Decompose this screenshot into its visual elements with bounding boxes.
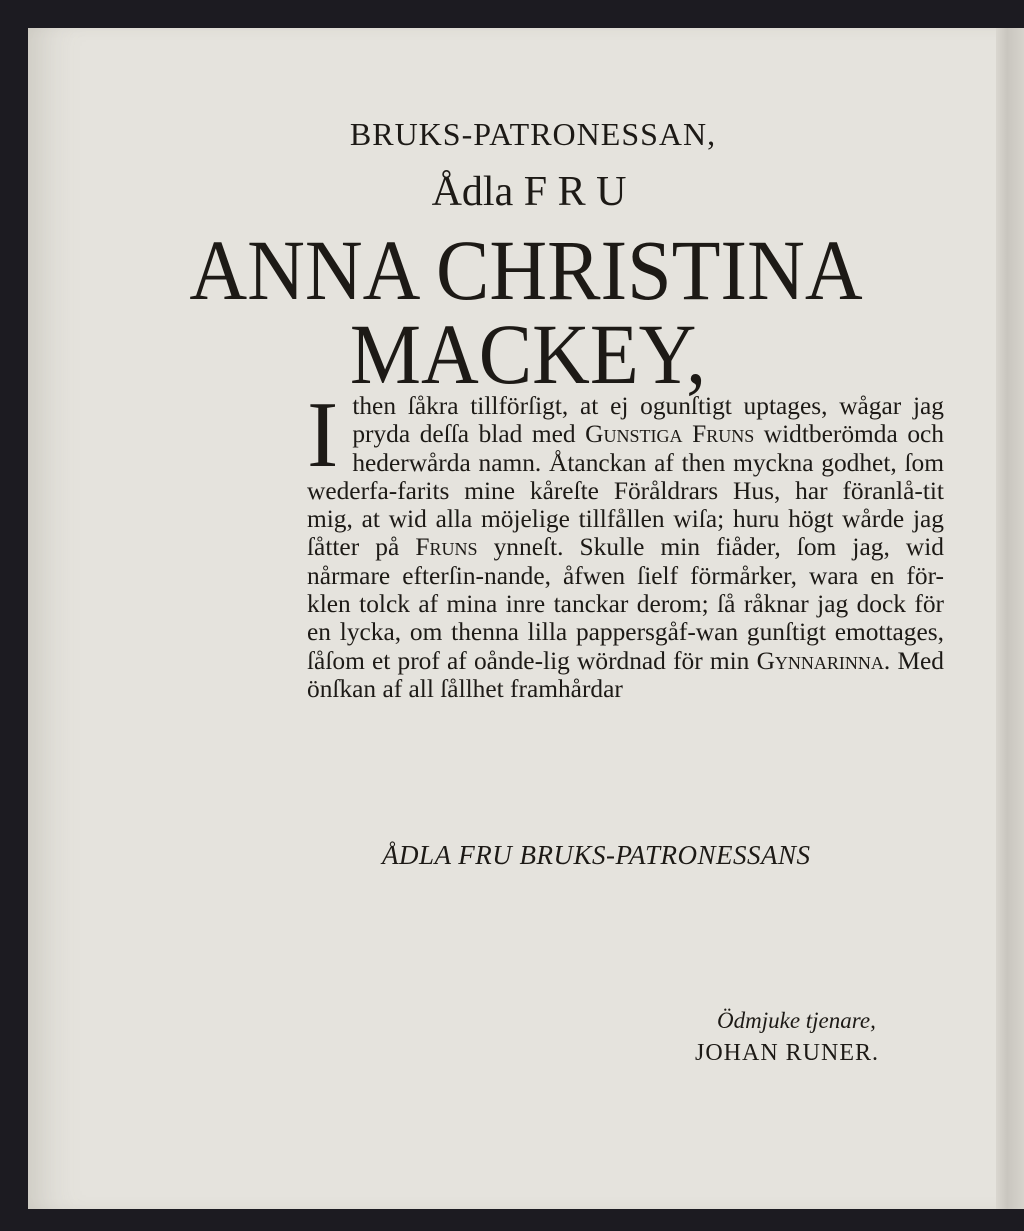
drop-cap: I bbox=[307, 383, 339, 487]
signature-salutation: Ödmjuke tjenare, bbox=[717, 1008, 876, 1033]
signature-name: JOHAN RUNER. bbox=[695, 1040, 880, 1066]
paragraph-smallcaps-1: Gunstiga Fruns bbox=[585, 420, 755, 449]
closing-line: ÅDLA FRU BRUKS-PATRONESSANS bbox=[382, 840, 811, 870]
heading-name-line: ANNA CHRISTINA bbox=[189, 222, 863, 318]
paragraph-smallcaps-3: Gynnarinna. bbox=[756, 646, 891, 675]
paragraph-text-2: widtberömda och hederwårda namn. Åtanckan af then myckna godhet, ſom wederfa-farits mine kåreſte Föråldrars Hus, har föranlå-tit mig, at wid alla möjelige tillfållen wiſa; huru högt wårde jag ſåtter på bbox=[307, 420, 944, 562]
heading-honorific: Ådla F R U bbox=[431, 169, 627, 215]
paragraph-text-1: then ſåkra tillförſigt, at ej ogunſtigt uptages, wågar jag pryda deſſa blad med bbox=[352, 392, 944, 449]
heading-title-line: BRUKS-PATRONESSAN, bbox=[349, 116, 717, 152]
paragraph-text-4: Med önſkan af all ſållhet framhårdar bbox=[307, 646, 945, 703]
paragraph-text-3: ynneſt. Skulle min fiåder, ſom jag, wid nårmare efterſin-nande, åfwen ſielf förmårker, wara en för-klen tolck af mina inre tanckar derom; ſå råknar jag dock för en lycka, om thenna lilla pappersgåf-wan gunſtigt emottages, ſåſom et prof af oånde-lig wördnad för min bbox=[307, 533, 944, 675]
paragraph-smallcaps-2: Fruns bbox=[415, 533, 478, 562]
dedication-paragraph bbox=[307, 383, 945, 703]
heading-surname: MACKEY, bbox=[349, 306, 707, 402]
